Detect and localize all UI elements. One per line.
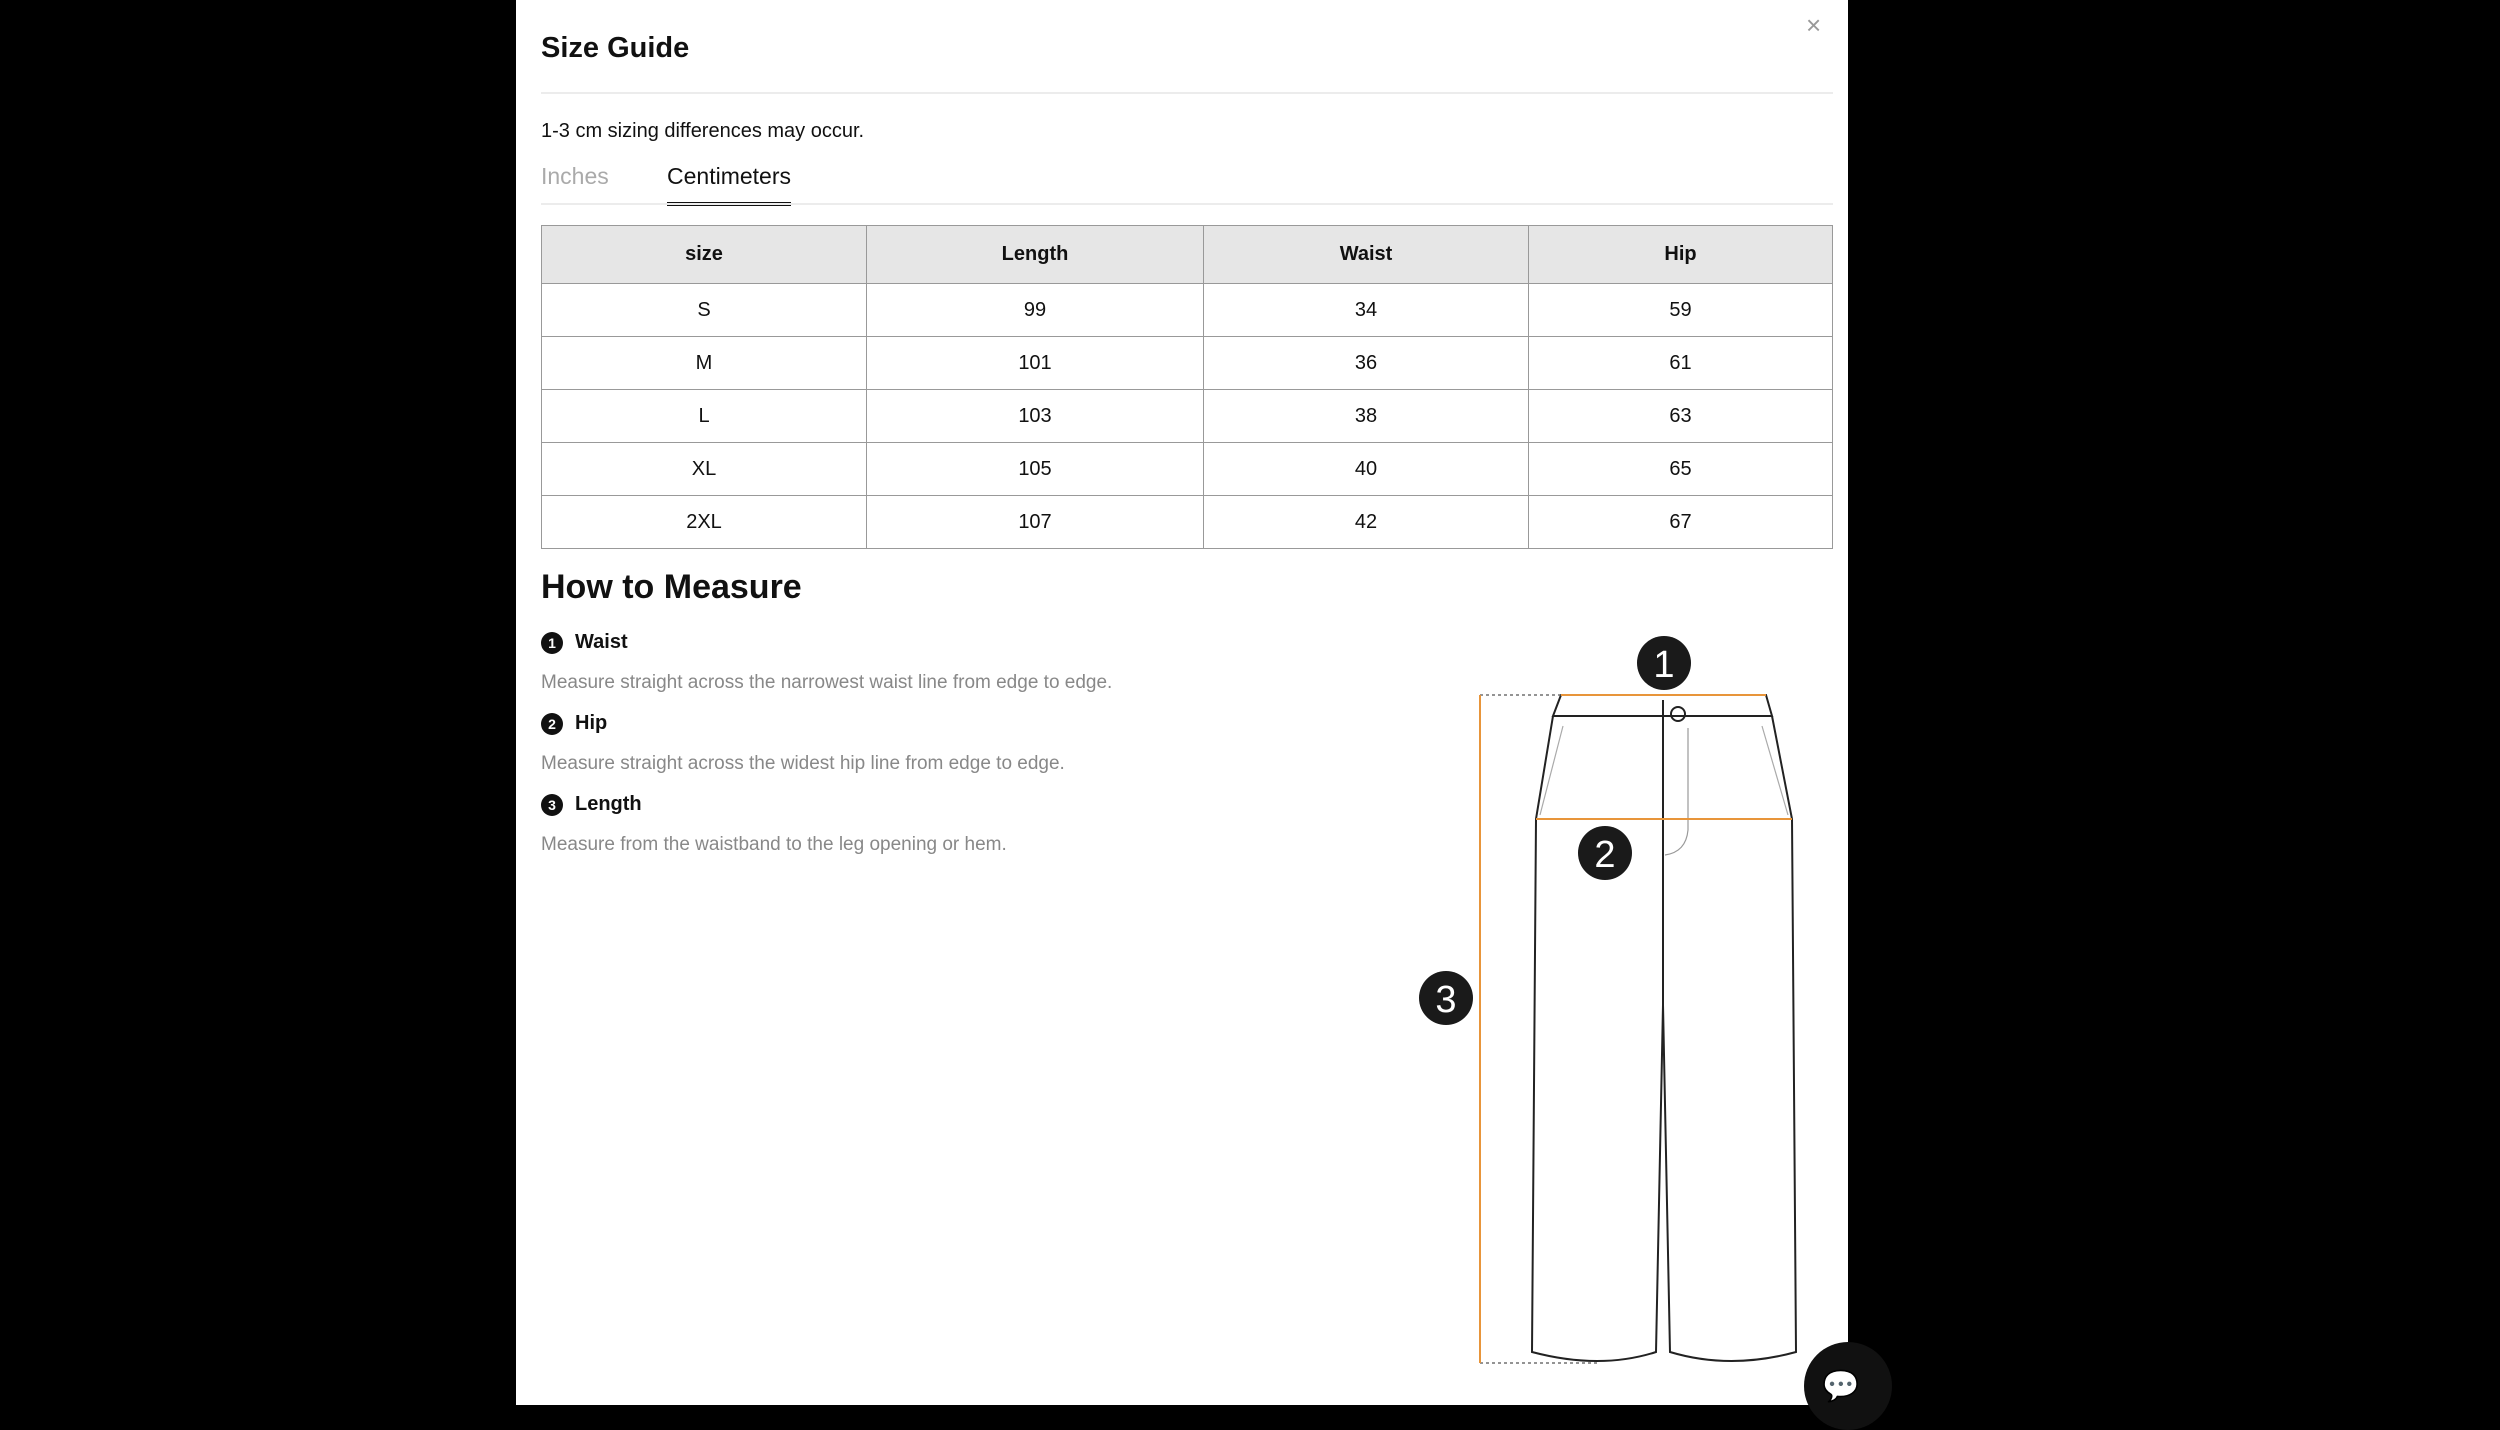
table-cell: 101 [867,337,1204,390]
measure-desc-length: Measure from the waistband to the leg opening or hem. [541,834,1007,855]
sizing-note: 1-3 cm sizing differences may occur. [541,120,865,142]
number-2-icon: 2 [541,713,563,735]
table-cell: 34 [1204,284,1529,337]
table-cell: 2XL [542,496,867,549]
table-cell: 107 [867,496,1204,549]
header-size: size [542,226,867,284]
table-cell: 59 [1529,284,1833,337]
table-cell: 61 [1529,337,1833,390]
table-cell: M [542,337,867,390]
table-cell: S [542,284,867,337]
badge-2-icon [1578,826,1632,880]
modal-title: Size Guide [541,32,690,64]
table-cell: 65 [1529,443,1833,496]
svg-text:1: 1 [1653,644,1675,686]
table-cell: 36 [1204,337,1529,390]
header-length: Length [867,226,1204,284]
table-cell: 38 [1204,390,1529,443]
table-cell: XL [542,443,867,496]
table-cell: 63 [1529,390,1833,443]
svg-text:3: 3 [1435,979,1457,1021]
table-cell: 103 [867,390,1204,443]
chat-bubble-icon: 💬 [1822,1369,1860,1403]
item-label: Hip [575,712,608,734]
badge-3-icon [1419,971,1473,1025]
item-label: Waist [575,631,628,653]
table-cell: 105 [867,443,1204,496]
table-cell: 99 [867,284,1204,337]
table-cell: L [542,390,867,443]
item-label: Length [575,793,642,815]
close-icon[interactable]: × [1806,10,1822,40]
number-1-icon: 1 [541,632,563,654]
how-to-measure-heading: How to Measure [541,568,802,606]
table-cell: 67 [1529,496,1833,549]
header-waist: Waist [1204,226,1529,284]
badge-1-icon [1637,636,1691,690]
size-guide-modal [516,0,1860,1405]
number-3-icon: 3 [541,794,563,816]
measure-desc-hip: Measure straight across the widest hip line from edge to edge. [541,753,1065,774]
table-cell: 40 [1204,443,1529,496]
tab-centimeters[interactable]: Centimeters [667,163,791,206]
svg-text:2: 2 [1594,834,1616,876]
pants-diagram [516,0,1848,1405]
table-cell: 42 [1204,496,1529,549]
tab-inches[interactable]: Inches [541,163,609,189]
chat-button[interactable] [1804,1342,1892,1430]
header-hip: Hip [1529,226,1833,284]
measure-desc-waist: Measure straight across the narrowest waist line from edge to edge. [541,672,1113,693]
